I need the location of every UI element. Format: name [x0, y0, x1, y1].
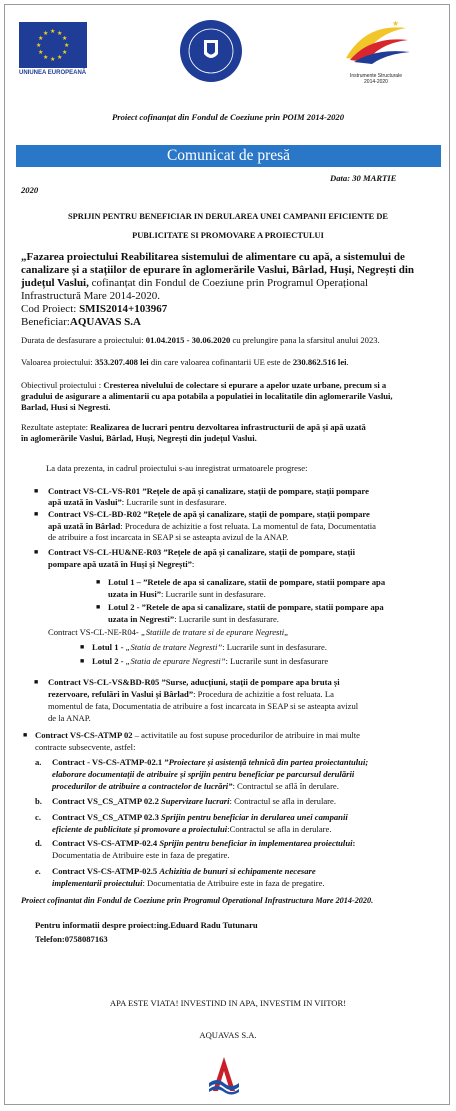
contract-4-lot2: Lotul 2 - „Statia de epurare Negresti”: Lucrarile sunt in desfasurare [92, 656, 329, 666]
contract-3-line-2: pompare apă uzată în Huși și Negrești”: [48, 559, 195, 569]
progress-intro: La data prezenta, in cadrul proiectului s-au inregistrat urmatoarele progrese: [46, 463, 308, 473]
eu-logo [19, 22, 87, 76]
list-marker-c: c. [35, 812, 41, 822]
aquavas-logo-icon [207, 1055, 241, 1095]
svg-text:★: ★ [43, 54, 49, 61]
project-line-3: județul Vaslui, cofinanțat din Fondul de Coeziune prin Programul Operațional [21, 277, 369, 289]
title-line-2: PUBLICITATE SI PROMOVARE A PROIECTULUI [132, 231, 324, 240]
structural-instruments-logo [336, 18, 416, 85]
contract-4-line-1: Contract VS-CL-NE-R04- „Statiile de tratare si de epurare Negresti„ [48, 627, 289, 637]
objective-line-2: gradului de asigurare a alimentarii cu apa potabila a populatiei in localitatile din aglomerarile Vaslui, [21, 391, 393, 401]
contract-1-line-2: apă uzată în Vaslui”: Lucrarile sunt in desfasurare. [48, 497, 227, 507]
sub-contract-d-line-2: Documentatia de Atribuire este in faza de pregatire. [52, 850, 230, 860]
objective-line-1: Obiectivul proiectului : Cresterea nivelului de colectare si epurare a apelor uzate urbane, precum si a [21, 380, 387, 390]
bullet-icon: ■ [34, 678, 39, 686]
logo-bar [0, 14, 456, 84]
contact-info: Pentru informatii despre proiect:ing.Eduard Radu Tutunaru [35, 920, 258, 930]
eu-flag-icon [19, 22, 87, 68]
svg-text:★: ★ [392, 19, 400, 28]
company-name: AQUAVAS S.A. [199, 1030, 257, 1040]
sub-contract-a-line-2: elaborare documentații de atribuire și sprijin pentru beneficiar pe parcursul derulării [52, 769, 355, 779]
contract-3-lot2-line-1: Lotul 2 - ”Retele de apa si canalizare, statii de pompare, statii pompare apa [108, 602, 384, 612]
contract-3-lot1-line-1: Lotul 1 – ”Retele de apa si canalizare, statii de pompare, statii pompare apa [108, 577, 386, 587]
sub-contract-e-line-1: Contract VS-CS-ATMP-02.5 Achizitia de bunuri si echipamente necesare [52, 866, 316, 876]
svg-text:★: ★ [57, 54, 63, 61]
svg-text:★: ★ [64, 42, 70, 49]
bullet-icon: ■ [80, 643, 85, 651]
list-marker-a: a. [35, 757, 42, 767]
sub-contract-c-line-1: Contract VS_CS_ATMP 02.3 Sprijin pentru beneficiar in derularea unei campanii [52, 812, 348, 822]
contract-6-line-2: contracte subsecvente, astfel: [35, 742, 136, 752]
date-part1: Data: 30 MARTIE [330, 173, 397, 183]
contract-2-line-3: de atribuire a fost incarcata in SEAP si se asteapta avizul de la ANAP. [48, 532, 289, 542]
svg-text:★: ★ [62, 35, 68, 42]
svg-text:★: ★ [38, 35, 44, 42]
bullet-icon: ■ [34, 510, 39, 518]
sub-contract-d-line-1: Contract VS-CS-ATMP-02.4 Sprijin pentru beneficiar in implementarea proiectului: [52, 838, 356, 848]
contract-3-lot2-line-2: uzata in Negresti”: Lucrarile sunt in desfasurare. [108, 614, 279, 624]
project-line-4: Infrastructură Mare 2014-2020. [21, 290, 160, 302]
beneficiary: Beneficiar:AQUAVAS S.A [21, 316, 141, 328]
contract-3-line-1: Contract VS-CL-HU&NE-R03 ”Rețele de apă și canalizare, stații de pompare, stații [48, 547, 355, 557]
sub-contract-a-line-3: procedurilor de atribuire a contractelor de lucrări”: Contractul se află în derulare. [52, 781, 339, 791]
title-line-1: SPRIJIN PENTRU BENEFICIAR IN DERULAREA UNEI CAMPANII EFICIENTE DE [68, 212, 388, 221]
project-value: Valoarea proiectului: 353.207.408 lei din care valoarea cofinantarii UE este de 230.862.516 lei. [21, 357, 349, 367]
is-caption-2: 2014-2020 [364, 79, 388, 85]
bullet-icon: ■ [96, 603, 101, 611]
contract-1-line-1: Contract VS-CL-VS-R01 ”Rețele de apă și canalizare, stații de pompare, stații pompare [48, 486, 369, 496]
project-line-2: canalizare și a stațiilor de epurare în aglomerările Vaslui, Bârlad, Huși, Negrești din [21, 264, 415, 276]
svg-text:★: ★ [38, 49, 44, 56]
press-release-banner: Comunicat de presă [16, 145, 441, 167]
svg-text:★: ★ [43, 30, 49, 37]
contract-3-lot1-line-2: uzata in Husi”: Lucrarile sunt in desfasurare. [108, 589, 266, 599]
results-line-2: în aglomerările Vaslui, Bârlad, Huși, Negrești din județul Vaslui. [21, 433, 257, 443]
bullet-icon: ■ [34, 487, 39, 495]
date-part2: 2020 [21, 185, 39, 195]
sub-contract-b: Contract VS_CS_ATMP 02.2 Supervizare lucrari: Contractul se afla in derulare. [52, 796, 336, 806]
header-cofinantat: Proiect cofinanțat din Fondul de Coeziune prin POIM 2014-2020 [111, 112, 345, 122]
contract-5-line-1: Contract VS-CL-VS&BD-R05 ”Surse, aducțiuni, stații de pompare apa bruta și [48, 677, 340, 687]
contract-5-line-3: momentul de fata, Documentatia de atribuire a fost incarcata in SEAP si se asteapta avizul [48, 701, 359, 711]
contract-4-lot1: Lotul 1 - „Statia de tratare Negresti”: Lucrarile sunt in desfasurare. [92, 642, 327, 652]
svg-text:★: ★ [36, 42, 42, 49]
project-line-1: „Fazarea proiectului Reabilitarea sistemului de alimentare cu apă, a sistemului de [21, 251, 405, 263]
list-marker-e: e. [35, 866, 41, 876]
svg-text:★: ★ [57, 30, 63, 37]
objective-line-3: Barlad, Husi si Negresti. [21, 402, 111, 412]
sub-contract-e-line-2: implementarii proiectului: Documentatia de Atribuire este in faza de pregatire. [52, 878, 325, 888]
government-seal [178, 18, 244, 84]
contract-6-line-1: Contract VS-CS-ATMP 02 – activitatile au fost supuse procedurilor de atribuire in mai multe [35, 730, 360, 740]
contract-2-line-1: Contract VS-CL-BD-R02 ”Rețele de apă și canalizare, stații de pompare, stații pompare [48, 509, 370, 519]
results-line-1: Rezultate asteptate: Realizarea de lucrari pentru dezvoltarea infrastructurii de apă și apă uzată [21, 422, 366, 432]
bullet-icon: ■ [34, 548, 39, 556]
svg-text:★: ★ [50, 56, 56, 63]
bullet-icon: ■ [23, 731, 28, 739]
project-code: Cod Proiect: SMIS2014+103967 [21, 303, 168, 315]
list-marker-b: b. [35, 796, 42, 806]
is-caption-1: Instrumente Structurale [350, 73, 402, 79]
bullet-icon: ■ [96, 578, 101, 586]
list-marker-d: d. [35, 838, 42, 848]
contact-phone: Telefon:0758087163 [35, 934, 108, 944]
eu-caption: UNIUNEA EUROPEANĂ [19, 70, 87, 76]
bullet-icon: ■ [80, 657, 85, 665]
duration: Durata de desfasurare a proiectului: 01.04.2015 - 30.06.2020 cu prelungire pana la sfarsitul anului 2023. [21, 335, 380, 345]
contract-2-line-2: apă uzată în Bârlad: Procedura de achizitie a fost reluata. La momentul de fata, Documentatia [48, 521, 376, 531]
contract-5-line-2: rezervoare, refulări în Vaslui și Bârlad”: Procedura de achizitie a fost reluata. La [48, 689, 334, 699]
slogan: APA ESTE VIATA! INVESTIND IN APA, INVESTIM IN VIITOR! [109, 998, 347, 1008]
svg-text:★: ★ [50, 28, 56, 35]
sub-contract-c-line-2: eficiente de publicitate și promovare a proiectului:Contractul se afla in derulare. [52, 824, 332, 834]
svg-text:★: ★ [62, 49, 68, 56]
footer-cofinantat: Proiect cofinantat din Fondul de Coeziune prin Programul Operational Infrastructura Mare 2014-2020. [21, 896, 374, 905]
sub-contract-a-line-1: Contract - VS-CS-ATMP-02.1 ”Proiectare și asistență tehnică din partea proiectantului; [52, 757, 369, 767]
contract-5-line-4: de la ANAP. [48, 713, 91, 723]
